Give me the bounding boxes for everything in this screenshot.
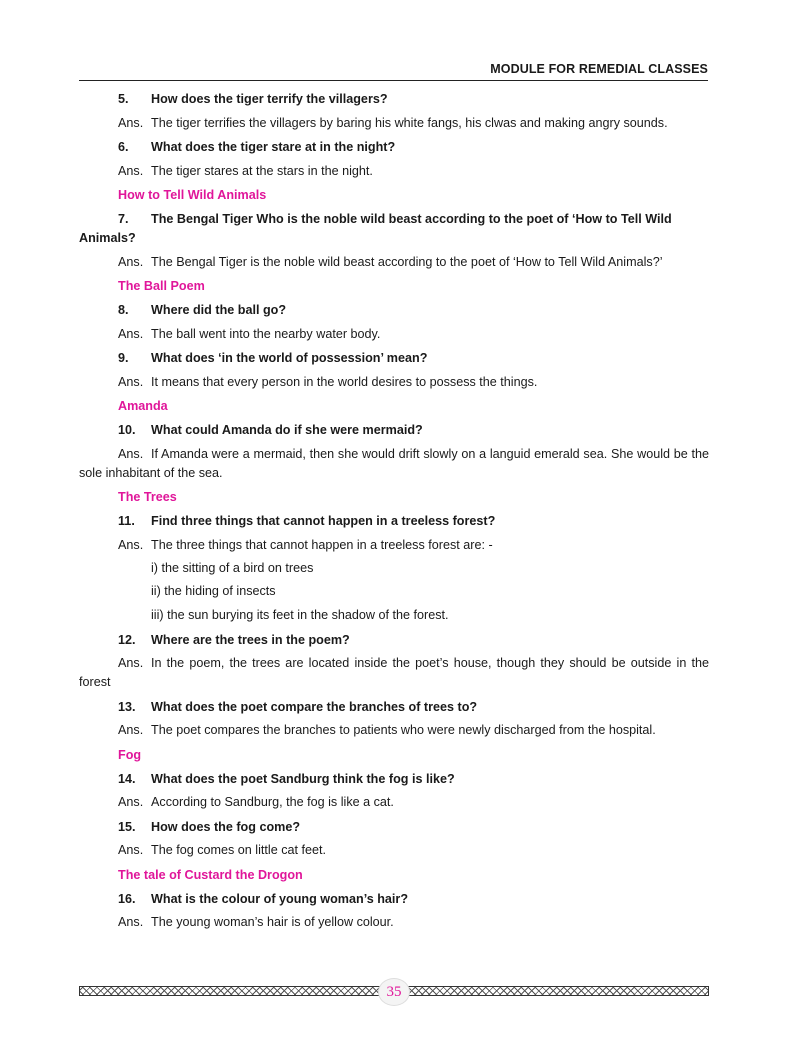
section-heading: The tale of Custard the Drogon (118, 867, 303, 882)
question-9: 9. What does ‘in the world of possession’ mean? (118, 351, 428, 365)
question-13: 13. What does the poet compare the branches of trees to? (118, 699, 478, 714)
section-heading: How to Tell Wild Animals (118, 188, 267, 202)
answer-13: Ans. The poet compares the branches to patients who were newly discharged from the hospital. (118, 723, 656, 737)
answer-5: Ans. The tiger terrifies the villagers by baring his white fangs, his clwas and making angry sounds. (118, 115, 668, 130)
answer-10: Ans. If Amanda were a mermaid, then she would drift slowly on a languid emerald sea. She would be the sole inhabitant of the sea. (79, 446, 709, 480)
question-6: 6. What does the tiger stare at in the night? (118, 140, 396, 154)
section-heading: Amanda (118, 399, 168, 413)
answer-8: Ans. The ball went into the nearby water body. (118, 326, 381, 341)
answer-9: Ans. It means that every person in the world desires to possess the things. (118, 374, 538, 389)
list-item: ii) the hiding of insects (151, 584, 276, 598)
section-heading: The Ball Poem (118, 279, 205, 293)
answer-11: Ans. The three things that cannot happen in a treeless forest are: - (118, 537, 493, 552)
answer-6: Ans. The tiger stares at the stars in the night. (118, 163, 373, 178)
answer-15: Ans. The fog comes on little cat feet. (118, 843, 327, 857)
question-12: 12. Where are the trees in the poem? (118, 632, 350, 647)
list-item: iii) the sun burying its feet in the shadow of the forest. (151, 607, 449, 622)
question-11: 11. Find three things that cannot happen in a treeless forest? (118, 514, 496, 528)
page-number: 35 (378, 978, 410, 1006)
question-7: 7. The Bengal Tiger Who is the noble wild beast according to the poet of ‘How to Tell Wild Animals? (79, 212, 672, 245)
answer-14: Ans. According to Sandburg, the fog is like a cat. (118, 795, 394, 809)
section-heading: The Trees (118, 490, 177, 504)
question-8: 8. Where did the ball go? (118, 303, 287, 317)
answer-12: Ans. In the poem, the trees are located inside the poet’s house, though they should be outside in the forest (79, 656, 709, 689)
page-body (79, 90, 709, 938)
question-16: 16. What is the colour of young woman’s hair? (118, 891, 409, 906)
list-item: i) the sitting of a bird on trees (151, 560, 314, 575)
running-header (79, 62, 708, 81)
question-15: 15. How does the fog come? (118, 819, 301, 834)
section-heading: Fog (118, 747, 142, 762)
question-5: 5. How does the tiger terrify the villagers? (118, 92, 388, 106)
answer-16: Ans. The young woman’s hair is of yellow colour. (118, 915, 394, 929)
answer-7: Ans. The Bengal Tiger is the noble wild beast according to the poet of ‘How to Tell Wild Animals?’ (118, 254, 663, 269)
question-14: 14. What does the poet Sandburg think the fog is like? (118, 771, 455, 786)
header-title: MODULE FOR REMEDIAL CLASSES (490, 62, 708, 76)
question-10: 10. What could Amanda do if she were mermaid? (118, 423, 423, 437)
